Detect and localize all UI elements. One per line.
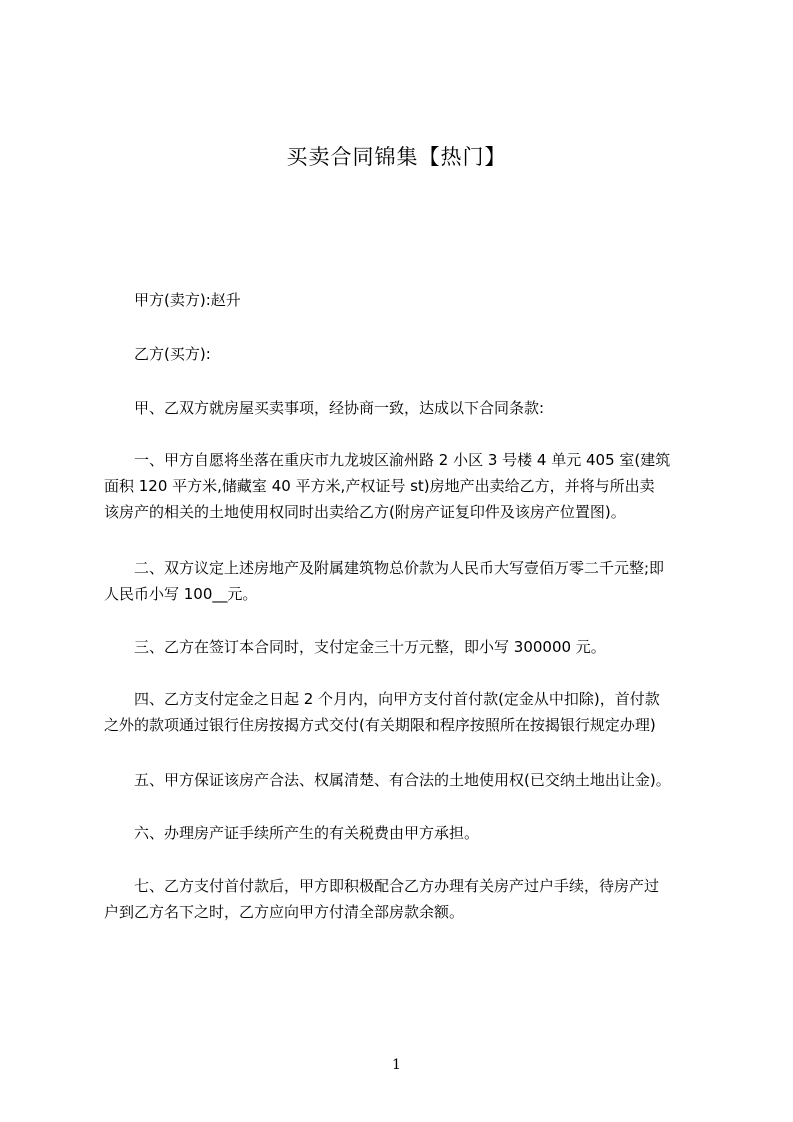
paragraph-line: 四、乙方支付定金之日起 2 个月内，向甲方支付首付款(定金从中扣除)，首付款 <box>104 690 660 708</box>
paragraph-clause-6 <box>104 820 704 846</box>
paragraph-line: 一、甲方自愿将坐落在重庆市九龙坡区渝州路 2 小区 3 号楼 4 单元 405 室(建筑 <box>104 451 671 469</box>
page-number: 1 <box>392 1057 401 1073</box>
paragraph-line: 乙方(买方): <box>104 345 211 363</box>
paragraph-line: 之外的款项通过银行住房按揭方式交付(有关期限和程序按照所在按揭银行规定办理) <box>104 716 656 734</box>
paragraph-line: 甲、乙双方就房屋买卖事项，经协商一致，达成以下合同条款: <box>104 399 545 417</box>
paragraph-clause-2 <box>104 555 704 607</box>
paragraph-line: 面积 120 平方米,储藏室 40 平方米,产权证号 st)房地产出卖给乙方，并将与所出卖 <box>104 477 655 495</box>
paragraph-line: 人民币小写 100__元。 <box>104 585 258 603</box>
paragraph-clause-4 <box>104 686 704 738</box>
paragraph-intro <box>104 395 704 421</box>
paragraph-line: 二、双方议定上述房地产及附属建筑物总价款为人民币大写壹佰万零二千元整;即 <box>104 559 665 577</box>
paragraph-clause-5 <box>104 767 704 793</box>
document-title: 买卖合同锦集【热门】 <box>286 145 507 169</box>
paragraph-clause-7 <box>104 873 704 925</box>
paragraph-party-a <box>104 287 704 313</box>
paragraph-clause-3 <box>104 634 704 660</box>
paragraph-line: 五、甲方保证该房产合法、权属清楚、有合法的土地使用权(已交纳土地出让金)。 <box>104 771 671 789</box>
paragraph-clause-1 <box>104 447 704 525</box>
paragraph-party-b <box>104 341 704 367</box>
paragraph-line: 该房产的相关的土地使用权同时出卖给乙方(附房产证复印件及该房产位置图)。 <box>104 503 626 521</box>
paragraph-line: 三、乙方在签订本合同时，支付定金三十万元整，即小写 300000 元。 <box>104 638 606 656</box>
paragraph-line: 七、乙方支付首付款后，甲方即积极配合乙方办理有关房产过户手续，待房产过 <box>104 877 660 895</box>
paragraph-line: 甲方(卖方):赵升 <box>104 291 241 309</box>
paragraph-line: 六、办理房产证手续所产生的有关税费由甲方承担。 <box>104 824 480 842</box>
paragraph-line: 户到乙方名下之时，乙方应向甲方付清全部房款余额。 <box>104 903 465 921</box>
